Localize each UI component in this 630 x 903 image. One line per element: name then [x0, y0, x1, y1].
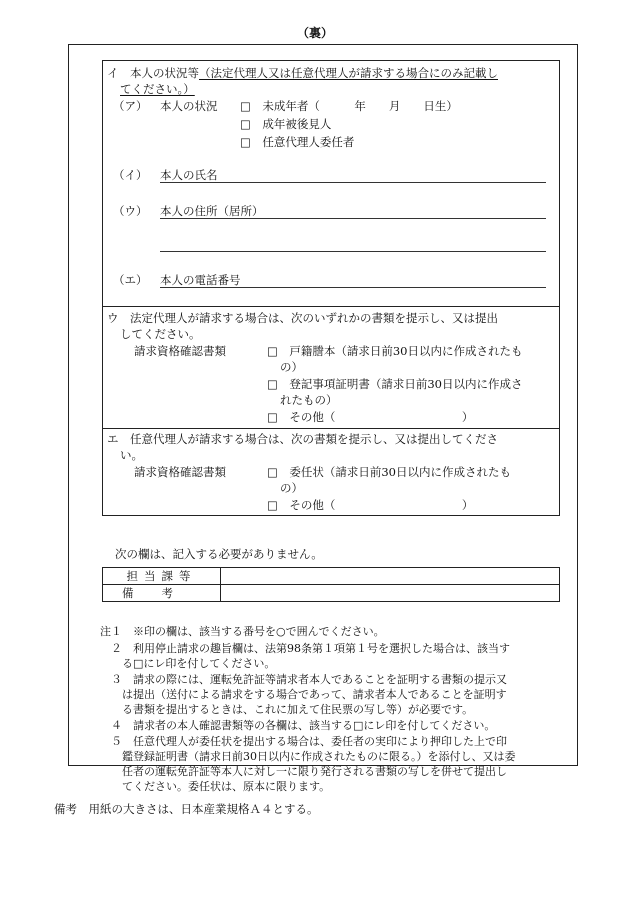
- note-1: 注１ ※印の欄は、該当する番号を○で囲んでください。: [100, 625, 385, 638]
- power-of-attorney-cont: の）: [280, 481, 303, 495]
- principal-phone-field[interactable]: [160, 287, 546, 288]
- note-5-cont-2: 任者の運転免許証等本人に対し一に限り発行される書類の写しを併せて提出し: [122, 765, 507, 778]
- checkbox-power-of-attorney[interactable]: □ 委任状（請求日前30日以内に作成されたも: [267, 465, 511, 479]
- note-5-cont-3: てください。委任状は、原本に限ります。: [122, 780, 331, 793]
- family-register-cont: の）: [280, 360, 303, 374]
- section-e-doc-label: 請求資格確認書類: [134, 465, 226, 479]
- checkbox-other-e[interactable]: □ その他（ ）: [267, 498, 474, 512]
- office-cell-value[interactable]: [221, 568, 560, 585]
- note-3: ３ 請求の際には、運転免許証等請求者本人であることを証明する書類の提示又: [111, 673, 507, 686]
- section-e-title-cont: い。: [120, 448, 143, 462]
- section-i-d-label: （エ）: [113, 273, 148, 287]
- checkbox-registry-certificate[interactable]: □ 登記事項証明書（請求日前30日以内に作成さ: [267, 377, 523, 391]
- section-i-b-label: （イ）: [113, 168, 148, 182]
- office-use-note: 次の欄は、記入する必要がありません。: [115, 547, 323, 561]
- office-use-table: [102, 567, 560, 602]
- principal-name-field[interactable]: [160, 182, 546, 183]
- principal-phone-label: 本人の電話番号: [160, 273, 241, 287]
- section-i-c-label: （ウ）: [113, 204, 148, 218]
- principal-address-field-2[interactable]: [160, 251, 546, 252]
- section-i-note-cont: てください。）: [120, 82, 195, 96]
- paper-size-remark: 備考 用紙の大きさは、日本産業規格Ａ４とする。: [54, 802, 319, 816]
- divider-section-e: [102, 428, 560, 429]
- note-3-cont-2: る書類を提出するときは、これに加えて住民票の写し等）が必要です。: [122, 703, 474, 716]
- note-3-cont-1: は提出（送付による請求をする場合であって、請求者本人であることを証明す: [122, 688, 507, 701]
- office-cell-label: 備考: [103, 585, 221, 602]
- office-cell-label: 担当課等: [103, 568, 221, 585]
- principal-address-field-1[interactable]: [160, 218, 546, 219]
- section-i-title: イ 本人の状況等（法定代理人又は任意代理人が請求する場合にのみ記載し: [107, 66, 498, 80]
- section-u-title: ウ 法定代理人が請求する場合は、次のいずれかの書類を提示し、又は提出: [107, 311, 498, 325]
- note-5-cont-1: 鑑登録証明書（請求日前30日以内に作成されたものに限る。）を添付し、又は委: [122, 750, 516, 763]
- principal-address-label: 本人の住所（居所）: [160, 204, 264, 218]
- section-i-a-label: （ア）: [113, 99, 148, 113]
- note-4: ４ 請求者の本人確認書類等の各欄は、該当する□にレ印を付してください。: [111, 719, 496, 732]
- note-5: ５ 任意代理人が委任状を提出する場合は、委任者の実印により押印した上で印: [111, 735, 507, 748]
- principal-name-label: 本人の氏名: [160, 168, 218, 182]
- note-2: ２ 利用停止請求の趣旨欄は、法第98条第１項第１号を選択した場合は、該当す: [111, 642, 510, 655]
- checkbox-minor[interactable]: □ 未成年者（ 年 月 日生）: [240, 99, 458, 113]
- registry-certificate-cont: れたもの）: [280, 393, 338, 407]
- page-side-label: （裏）: [296, 26, 333, 40]
- checkbox-other-u[interactable]: □ その他（ ）: [267, 410, 474, 424]
- table-row: [103, 585, 560, 602]
- checkbox-adult-ward[interactable]: □ 成年被後見人: [240, 117, 332, 131]
- section-u-doc-label: 請求資格確認書類: [134, 344, 226, 358]
- checkbox-family-register[interactable]: □ 戸籍謄本（請求日前30日以内に作成されたも: [267, 344, 523, 358]
- table-row: [103, 568, 560, 585]
- section-e-title: エ 任意代理人が請求する場合は、次の書類を提示し、又は提出してくださ: [107, 432, 498, 446]
- section-i-a-title: 本人の状況: [160, 99, 218, 113]
- divider-section-u: [102, 306, 560, 307]
- checkbox-principal[interactable]: □ 任意代理人委任者: [240, 135, 355, 149]
- section-u-title-cont: してください。: [120, 327, 201, 341]
- note-2-cont: る□にレ印を付してください。: [122, 657, 276, 670]
- office-cell-value[interactable]: [221, 585, 560, 602]
